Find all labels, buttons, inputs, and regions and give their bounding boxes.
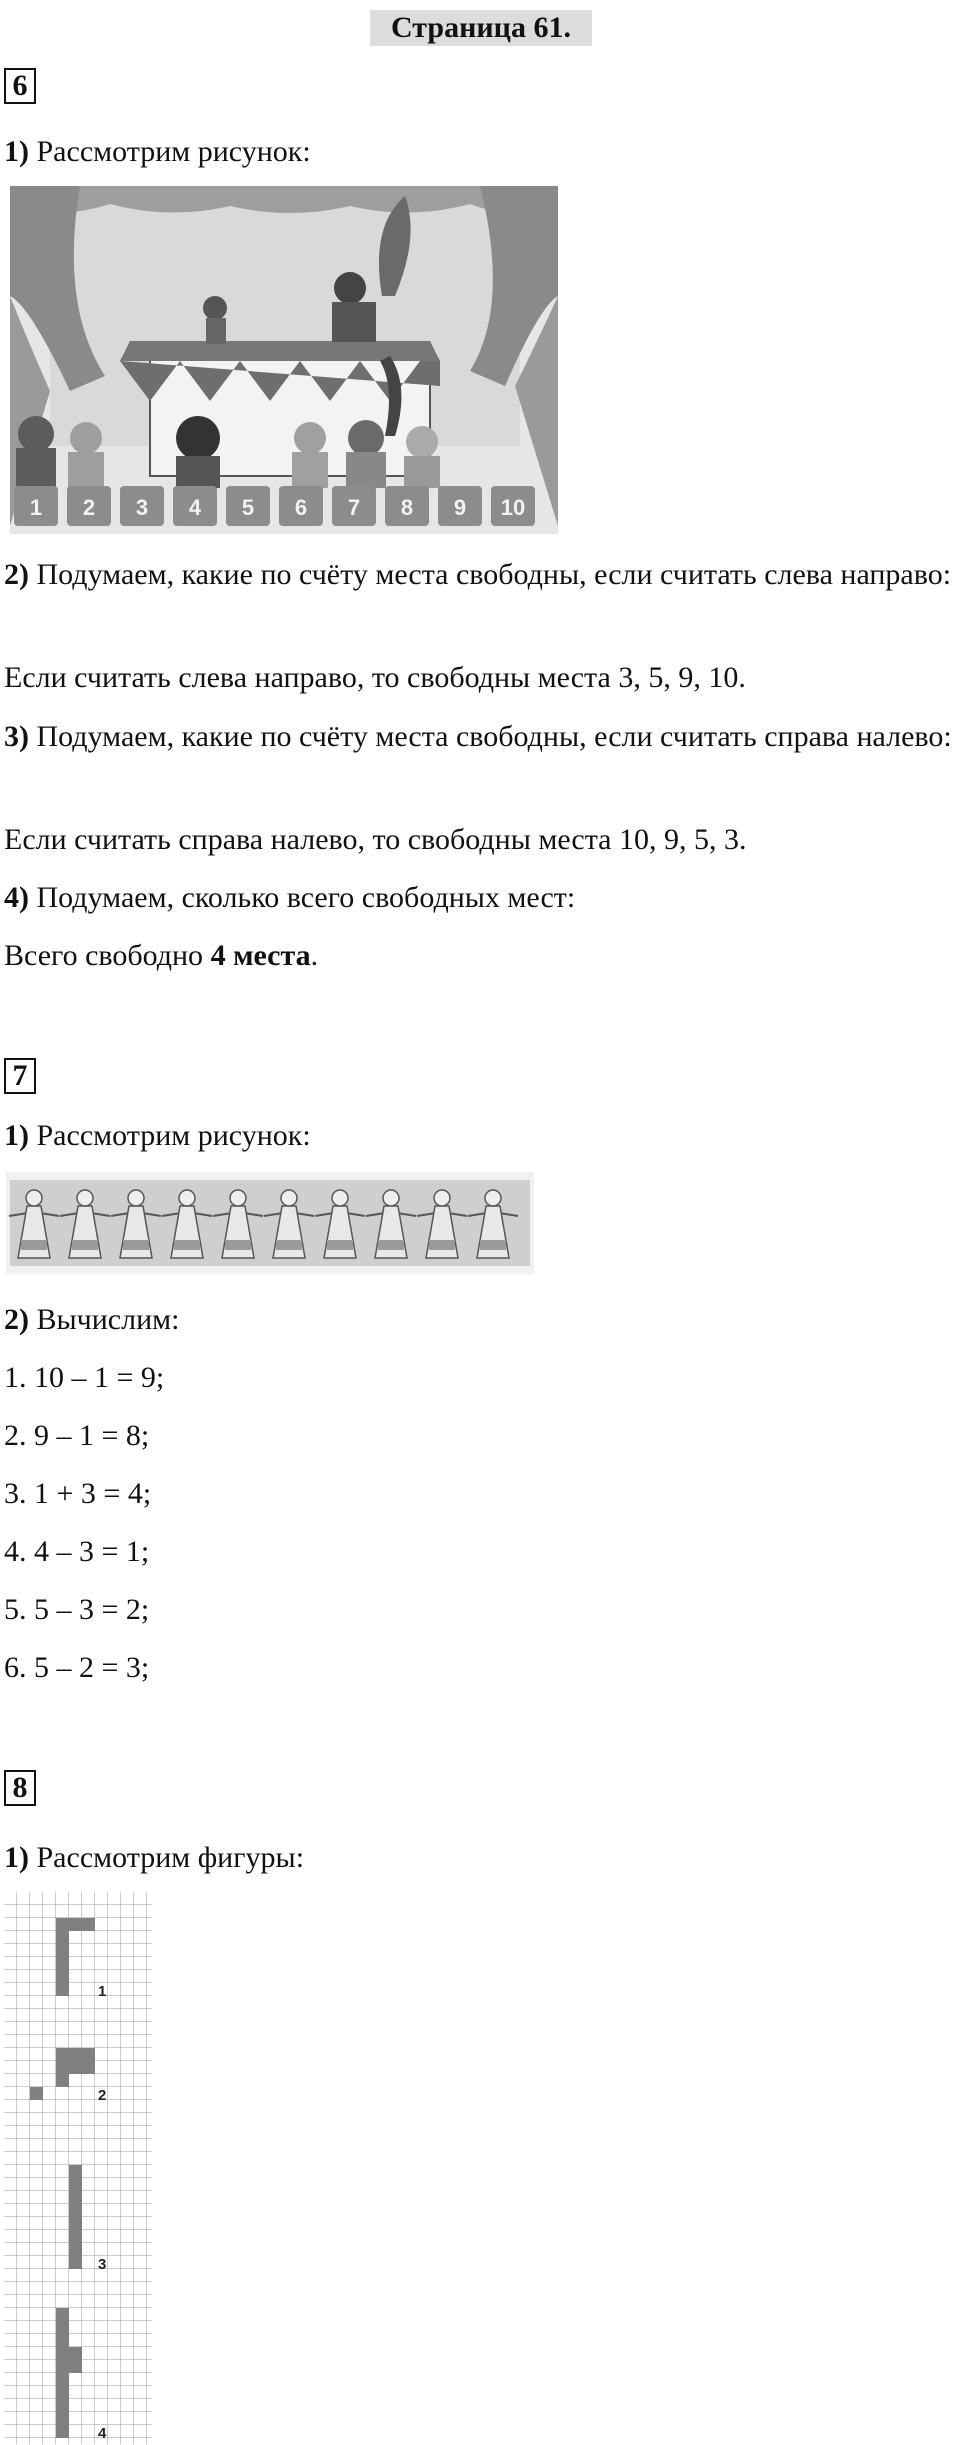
task-6-answer-3 xyxy=(4,820,747,860)
seat-label: 10 xyxy=(500,495,526,520)
step-number: 1) xyxy=(4,1119,29,1152)
step-text: Рассмотрим рисунок: xyxy=(29,135,311,168)
seat-label: 7 xyxy=(347,495,361,520)
puppet-left xyxy=(203,296,227,320)
seat-label: 8 xyxy=(400,495,414,520)
step-number: 2) xyxy=(4,558,29,591)
figure-label-1: 1 xyxy=(98,1983,107,2000)
task-7-number xyxy=(4,1058,36,1094)
step-number: 4) xyxy=(4,881,29,914)
task-8-step-1 xyxy=(4,1838,304,1878)
step-text: Подумаем, какие по счёту места свободны, если считать слева направо: xyxy=(29,558,952,591)
step-text: Вычислим: xyxy=(29,1303,180,1336)
answer-text: Всего свободно xyxy=(4,939,211,972)
task-7-step-1 xyxy=(4,1116,311,1156)
answer-bold: 4 места xyxy=(210,939,311,972)
task-6-number xyxy=(4,68,36,104)
task-6-step-4 xyxy=(4,878,575,918)
dolls-illustration xyxy=(6,1172,534,1274)
calculation-5: 5. 5 – 3 = 2; xyxy=(4,1593,150,1626)
figure-label-2: 2 xyxy=(98,2087,107,2104)
calculation-4: 4. 4 – 3 = 1; xyxy=(4,1535,150,1568)
answer-text: Если считать справа налево, то свободны места 10, 9, 5, 3. xyxy=(4,823,747,856)
calculation-1: 1. 10 – 1 = 9; xyxy=(4,1361,165,1394)
answer-suffix: . xyxy=(310,939,319,972)
figure-3 xyxy=(69,2165,82,2269)
puppet-right xyxy=(334,272,366,304)
task-6-step-3 xyxy=(4,716,954,758)
answer-text: Если считать слева направо, то свободны места 3, 5, 9, 10. xyxy=(4,661,746,694)
figure-label-4: 4 xyxy=(98,2425,107,2442)
calculation-3: 3. 1 + 3 = 4; xyxy=(4,1477,152,1510)
step-text: Рассмотрим рисунок: xyxy=(29,1119,311,1152)
step-text: Рассмотрим фигуры: xyxy=(29,1841,305,1874)
task-7-step-2 xyxy=(4,1300,179,1340)
seat-label: 1 xyxy=(29,495,43,520)
task-6-step-2 xyxy=(4,554,954,596)
calculation-6: 6. 5 – 2 = 3; xyxy=(4,1651,150,1684)
task-6-number-text: 6 xyxy=(12,69,28,102)
figure-label-3: 3 xyxy=(98,2256,107,2273)
seat-label: 6 xyxy=(294,495,308,520)
seat-label: 9 xyxy=(453,495,467,520)
step-number: 2) xyxy=(4,1303,29,1336)
step-number: 3) xyxy=(4,720,29,753)
seat-label: 4 xyxy=(188,495,202,520)
step-text: Подумаем, какие по счёту места свободны, если считать справа налево: xyxy=(29,720,952,753)
task-6-step-1 xyxy=(4,132,311,172)
step-number: 1) xyxy=(4,1841,29,1874)
task-7-number-text: 7 xyxy=(12,1059,28,1092)
step-number: 1) xyxy=(4,135,29,168)
figures-grid xyxy=(4,1892,152,2444)
puppet-theatre-illustration xyxy=(10,186,558,534)
page-title xyxy=(370,10,592,46)
task-8-number xyxy=(4,1770,36,1806)
seat-label: 5 xyxy=(241,495,255,520)
page-title-text: Страница 61. xyxy=(391,11,571,44)
task-8-number-text: 8 xyxy=(12,1771,28,1804)
calculation-2: 2. 9 – 1 = 8; xyxy=(4,1419,150,1452)
seat-label: 3 xyxy=(135,495,149,520)
seat-label: 2 xyxy=(82,495,96,520)
step-text: Подумаем, сколько всего свободных мест: xyxy=(29,881,576,914)
task-6-answer-4 xyxy=(4,936,318,976)
task-6-answer-2 xyxy=(4,658,746,698)
